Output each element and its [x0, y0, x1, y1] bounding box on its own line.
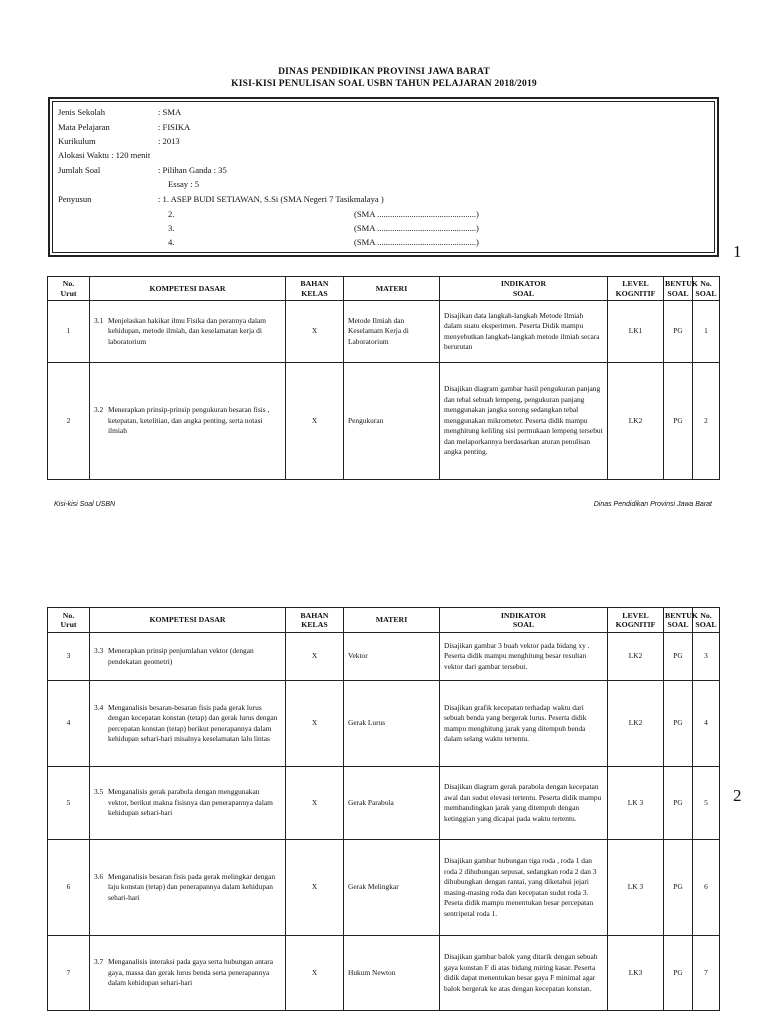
row-kompetensi: 3.4 Menganalisis besaran-besaran fisis pada gerak lurus dengan kecepatan konstan (tetap) dan gerak lurus dengan percepatan konstan (tetap) berikut penerapannya dalam kehidupan sehari-hari misalnya keselamatan lalu lintas [90, 681, 286, 767]
table-row [48, 840, 720, 936]
info-value: (SMA ..............................................) [354, 237, 479, 247]
row-no: 4 [48, 681, 90, 767]
col-header-indikator-soal: INDIKATOR SOAL [440, 277, 608, 301]
info-value: : FISIKA [158, 122, 191, 132]
row-level: LK 3 [608, 767, 664, 840]
row-materi: Gerak Lurus [344, 681, 440, 767]
row-indikator: Disajikan data langkah-langkah Metode Ilmiah dalam suatu eksperimen. Peserta Didik mampu menyebutkan langkah-langkah metode ilmiah secara berurutan [440, 301, 608, 363]
info-num: 3. [168, 223, 175, 233]
document-subtitle: KISI-KISI PENULISAN SOAL USBN TAHUN PELAJARAN 2018/2019 [231, 79, 537, 89]
col-header-indikator-soal: INDIKATOR SOAL [440, 608, 608, 633]
info-label: Mata Pelajaran [58, 122, 110, 132]
row-indikator: Disajikan gambar 3 buah vektor pada bidang xy . Peserta didik mampu menghitung besar resultan vektor dari gambar tersebut. [440, 633, 608, 681]
row-kelas: X [286, 301, 344, 363]
row-no: 2 [48, 363, 90, 480]
row-no-soal: 2 [693, 363, 720, 480]
info-num: 4. [168, 237, 175, 247]
table-row [48, 936, 720, 1011]
row-indikator: Disajikan gambar hubungan tiga roda , roda 1 dan roda 2 dihubungan sepusat, sedangkan roda 2 dan 3 dihubungkan dengan rantai, yang diketahui jejari masing-masing roda dan kecepatan sudut roda 3. Peseta didik mampu menentukan besar percepatan sentripetal roda 1. [440, 840, 608, 936]
row-bentuk: PG [664, 363, 693, 480]
col-header-kompetensi-dasar: KOMPETESI DASAR [90, 608, 286, 633]
col-header-no-soal: No. SOAL [693, 608, 720, 633]
table-row [48, 363, 720, 480]
row-no: 1 [48, 301, 90, 363]
row-bentuk: PG [664, 633, 693, 681]
col-header-bahan-kelas: BAHAN KELAS [286, 277, 344, 301]
kisi-kisi-table-page-2 [47, 607, 720, 1011]
row-bentuk: PG [664, 767, 693, 840]
row-kelas: X [286, 936, 344, 1011]
row-materi: Pengukuran [344, 363, 440, 480]
row-no: 7 [48, 936, 90, 1011]
table-header-row [48, 277, 720, 301]
table-header-row [48, 608, 720, 633]
row-kelas: X [286, 363, 344, 480]
row-level: LK 3 [608, 840, 664, 936]
info-value: : 1. ASEP BUDI SETIAWAN, S.Si (SMA Negeri 7 Tasikmalaya ) [158, 194, 384, 204]
row-kompetensi: 3.1 Menjelaskan hakikat ilmu Fisika dan perannya dalam kehidupan, metode ilmiah, dan keselamatan kerja di laboratorium [90, 301, 286, 363]
row-kompetensi: 3.2 Menerapkan prinsip-prinsip pengukuran besaran fisis , ketepatan, ketelitian, dan angka penting, serta notasi ilmiah [90, 363, 286, 480]
row-materi: Gerak Parabola [344, 767, 440, 840]
row-bentuk: PG [664, 301, 693, 363]
row-indikator: Disajikan gambar balok yang ditarik dengan sebuah gaya konstan F di atas bidang miring kasar. Peserta didik dapat menentukan besar gaya F minimal agar balok bergerak ke atas dengan kecepatan konstan. [440, 936, 608, 1011]
page-number-2: 2 [733, 786, 742, 805]
kisi-kisi-table-page-1 [47, 276, 720, 480]
col-header-bentuk-soal: BENTUK SOAL [664, 608, 693, 633]
row-kelas: X [286, 840, 344, 936]
row-no-soal: 1 [693, 301, 720, 363]
row-indikator: Disajikan grafik kecepatan terhadap waktu dari sebuah benda yang bergerak lurus. Peserta didik mampu menghitung jarak yang ditempuh benda dalam selang waktu tertentu. [440, 681, 608, 767]
row-kompetensi: 3.7 Menganalisis interaksi pada gaya serta hubungan antara gaya, massa dan gerak lurus benda serta penerapannya dalam kehidupan sehari-hari [90, 936, 286, 1011]
info-value: : SMA [158, 107, 182, 117]
row-no-soal: 6 [693, 840, 720, 936]
table-row [48, 301, 720, 363]
table-row [48, 633, 720, 681]
info-value: Alokasi Waktu : 120 menit [58, 150, 151, 160]
row-no: 6 [48, 840, 90, 936]
info-value: : 2013 [158, 136, 180, 146]
info-label: Penyusun [58, 194, 92, 204]
row-indikator: Disajikan diagram gambar hasil pengukuran panjang dan tebal sebuah lempeng, pengukuran panjang menggunakan jangka sorong sedangkan tebal menggunakan mikrometer. Peserta didik mampu menghitung keliling sisi permukaan lempeng tersebut dan melaporkannya berdasarkan aturan penulisan angka penting. [440, 363, 608, 480]
row-level: LK3 [608, 936, 664, 1011]
identity-box [48, 97, 719, 257]
row-level: LK2 [608, 633, 664, 681]
row-kompetensi: 3.6 Menganalisis besaran fisis pada gerak melingkar dengan laju konstan (tetap) dan penerapannya dalam kehidupan sehari-hari [90, 840, 286, 936]
info-label: Jumlah Soal [58, 165, 101, 175]
info-value: Essay : 5 [168, 179, 200, 189]
row-level: LK2 [608, 363, 664, 480]
col-header-bahan-kelas: BAHAN KELAS [286, 608, 344, 633]
row-kelas: X [286, 633, 344, 681]
col-header-materi: MATERI [344, 277, 440, 301]
row-indikator: Disajikan diagram gerak parabola dengan kecepatan awal dan sudut elevasi tertentu. Peserta didik mampu membandingkan jarak yang ditempuh dengan ketinggian yang dicapai pada waktu tertentu. [440, 767, 608, 840]
info-value: (SMA ..............................................) [354, 209, 479, 219]
row-no-soal: 5 [693, 767, 720, 840]
info-value: : Pilihan Ganda : 35 [158, 165, 227, 175]
info-num: 2. [168, 209, 175, 219]
col-header-level-kognitif: LEVEL KOGNITIF [608, 277, 664, 301]
row-bentuk: PG [664, 936, 693, 1011]
row-no: 3 [48, 633, 90, 681]
col-header-no-soal: No. SOAL [693, 277, 720, 301]
col-header-level-kognitif: LEVEL KOGNITIF [608, 608, 664, 633]
row-no: 5 [48, 767, 90, 840]
row-kompetensi: 3.5 Menganalisis gerak parabola dengan menggunakan vektor, berikut makna fisisnya dan penerapannya dalam kehidupan sehari-hari [90, 767, 286, 840]
col-header-materi: MATERI [344, 608, 440, 633]
row-level: LK1 [608, 301, 664, 363]
row-no-soal: 4 [693, 681, 720, 767]
row-bentuk: PG [664, 681, 693, 767]
table-row [48, 767, 720, 840]
row-kompetensi: 3.3 Menerapkan prinsip penjumlahan vektor (dengan pendekatan geometri) [90, 633, 286, 681]
row-materi: Vektor [344, 633, 440, 681]
row-bentuk: PG [664, 840, 693, 936]
row-materi: Metode Ilmiah dan Keselamatn Kerja di Laboratorium [344, 301, 440, 363]
col-header-no-urut: No. Urut [48, 277, 90, 301]
row-no-soal: 3 [693, 633, 720, 681]
info-label: Kurikulum [58, 136, 96, 146]
row-no-soal: 7 [693, 936, 720, 1011]
row-kelas: X [286, 767, 344, 840]
info-label: Jenis Sekolah [58, 107, 106, 117]
document-title: DINAS PENDIDIKAN PROVINSI JAWA BARAT [278, 67, 490, 77]
footer-left: Kisi-kisi Soal USBN [54, 501, 116, 508]
row-materi: Hukum Newton [344, 936, 440, 1011]
info-value: (SMA ..............................................) [354, 223, 479, 233]
row-materi: Gerak Melingkar [344, 840, 440, 936]
col-header-kompetensi-dasar: KOMPETESI DASAR [90, 277, 286, 301]
row-kelas: X [286, 681, 344, 767]
row-level: LK2 [608, 681, 664, 767]
col-header-bentuk-soal: BENTUK SOAL [664, 277, 693, 301]
page-number-1: 1 [733, 242, 742, 261]
table-row [48, 681, 720, 767]
footer-right: Dinas Pendidikan Provinsi Jawa Barat [593, 501, 712, 508]
col-header-no-urut: No. Urut [48, 608, 90, 633]
